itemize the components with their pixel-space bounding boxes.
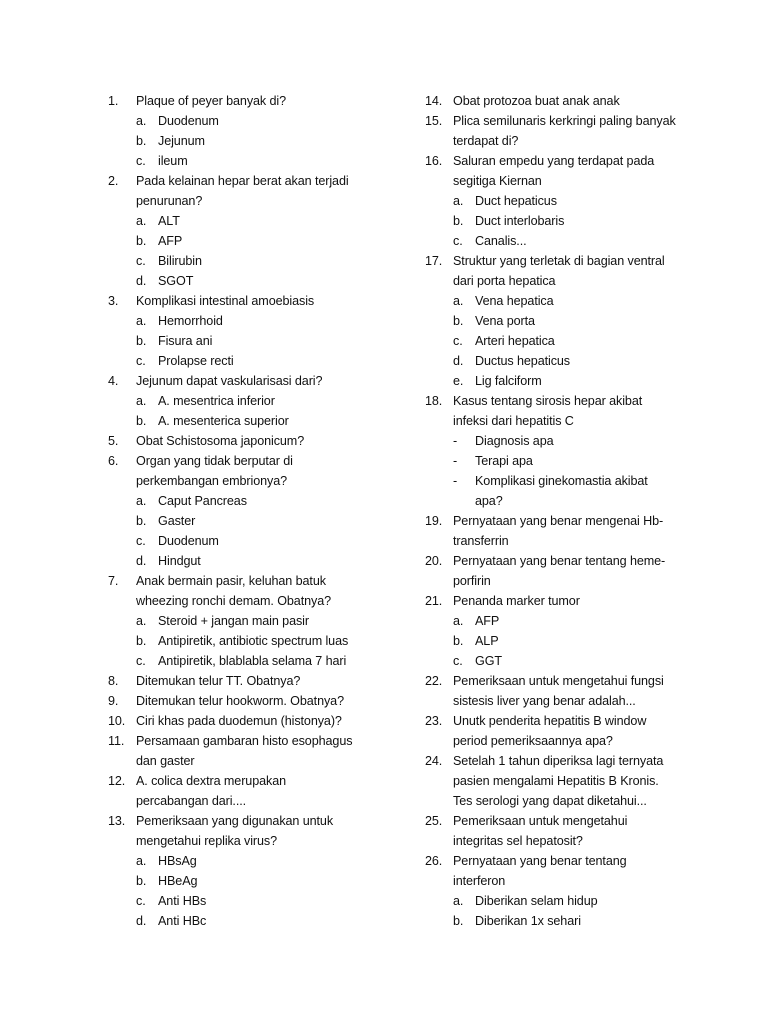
answer-option	[425, 311, 700, 331]
question-number: 13.	[108, 814, 126, 828]
question-number: 4.	[108, 374, 119, 388]
question-continuation	[425, 491, 700, 511]
option-marker: d.	[136, 914, 147, 928]
option-marker: e.	[453, 374, 464, 388]
question-text: Ditemukan telur TT. Obatnya?	[136, 674, 301, 688]
question-text: Pernyataan yang benar tentang heme-	[453, 554, 666, 568]
question-number: 8.	[108, 674, 119, 688]
question-number: 20.	[425, 554, 443, 568]
option-marker: c.	[136, 354, 146, 368]
option-marker: a.	[136, 854, 147, 868]
answer-option	[108, 631, 370, 651]
question-number: 3.	[108, 294, 119, 308]
option-text: Lig falciform	[475, 374, 542, 388]
question-number: 14.	[425, 94, 443, 108]
answer-option	[425, 631, 700, 651]
option-text: A. mesenterica superior	[158, 414, 289, 428]
answer-option	[108, 911, 370, 931]
answer-option	[425, 611, 700, 631]
question-text: Struktur yang terletak di bagian ventral	[453, 254, 665, 268]
question-text: perkembangan embrionya?	[136, 474, 288, 488]
option-text: SGOT	[158, 274, 194, 288]
option-text: ileum	[158, 154, 188, 168]
question-continuation	[425, 731, 700, 751]
answer-option	[108, 131, 370, 151]
answer-option	[108, 871, 370, 891]
question-text: Pemeriksaan untuk mengetahui	[453, 814, 628, 828]
question-item	[108, 811, 370, 831]
question-number: 15.	[425, 114, 443, 128]
option-text: Canalis...	[475, 234, 527, 248]
option-text: Anti HBs	[158, 894, 207, 908]
question-text: Obat Schistosoma japonicum?	[136, 434, 305, 448]
question-text: A. colica dextra merupakan	[136, 774, 287, 788]
question-text: Plaque of peyer banyak di?	[136, 94, 287, 108]
option-text: HBsAg	[158, 854, 197, 868]
answer-option	[108, 151, 370, 171]
option-marker: -	[453, 474, 458, 488]
option-marker: b.	[453, 214, 464, 228]
question-item	[425, 711, 700, 731]
option-marker: d.	[453, 354, 464, 368]
option-marker: c.	[453, 334, 463, 348]
question-item	[108, 691, 370, 711]
answer-option	[108, 531, 370, 551]
question-item	[108, 171, 370, 191]
question-item	[108, 291, 370, 311]
option-text: Antipiretik, blablabla selama 7 hari	[158, 654, 347, 668]
question-number: 10.	[108, 714, 126, 728]
question-text: Plica semilunaris kerkringi paling banyak	[453, 114, 676, 128]
question-text: Pernyataan yang benar mengenai Hb-	[453, 514, 664, 528]
option-marker: b.	[136, 634, 147, 648]
option-text: Fisura ani	[158, 334, 213, 348]
question-number: 1.	[108, 94, 119, 108]
question-text: terdapat di?	[453, 134, 519, 148]
option-marker: a.	[136, 614, 147, 628]
question-item	[425, 151, 700, 171]
question-text: Tes serologi yang dapat diketahui...	[453, 794, 647, 808]
answer-option	[425, 211, 700, 231]
question-text: wheezing ronchi demam. Obatnya?	[136, 594, 332, 608]
question-continuation	[425, 831, 700, 851]
option-marker: a.	[453, 614, 464, 628]
question-item	[425, 391, 700, 411]
question-text: infeksi dari hepatitis C	[453, 414, 574, 428]
option-text: Komplikasi ginekomastia akibat	[475, 474, 648, 488]
answer-option	[425, 471, 700, 491]
question-number: 7.	[108, 574, 119, 588]
option-text: Steroid + jangan main pasir	[158, 614, 309, 628]
option-marker: a.	[453, 194, 464, 208]
answer-option	[425, 331, 700, 351]
question-text: Pemeriksaan untuk mengetahui fungsi	[453, 674, 664, 688]
answer-option	[425, 231, 700, 251]
option-text: ALP	[475, 634, 499, 648]
option-marker: c.	[136, 254, 146, 268]
question-item	[108, 91, 370, 111]
question-text: Pernyataan yang benar tentang	[453, 854, 627, 868]
question-text: Jejunum dapat vaskularisasi dari?	[136, 374, 323, 388]
question-item	[425, 851, 700, 871]
answer-option	[425, 191, 700, 211]
answer-option	[108, 351, 370, 371]
answer-option	[108, 231, 370, 251]
option-marker: b.	[136, 234, 147, 248]
option-text: Terapi apa	[475, 454, 533, 468]
question-continuation	[425, 691, 700, 711]
option-text: Duodenum	[158, 114, 219, 128]
question-number: 6.	[108, 454, 119, 468]
question-item	[425, 111, 700, 131]
option-text: Duct hepaticus	[475, 194, 557, 208]
question-item	[425, 811, 700, 831]
option-text: Anti HBc	[158, 914, 207, 928]
question-continuation	[425, 771, 700, 791]
question-continuation	[425, 791, 700, 811]
question-number: 26.	[425, 854, 443, 868]
question-number: 25.	[425, 814, 443, 828]
option-marker: b.	[453, 634, 464, 648]
question-continuation	[425, 411, 700, 431]
question-number: 22.	[425, 674, 443, 688]
answer-option	[108, 311, 370, 331]
question-item	[108, 731, 370, 751]
question-number: 5.	[108, 434, 119, 448]
option-text: AFP	[475, 614, 500, 628]
answer-option	[425, 651, 700, 671]
question-text: Saluran empedu yang terdapat pada	[453, 154, 655, 168]
question-text: dan gaster	[136, 754, 195, 768]
question-number: 17.	[425, 254, 443, 268]
answer-option	[108, 391, 370, 411]
option-text: AFP	[158, 234, 183, 248]
question-text: Penanda marker tumor	[453, 594, 580, 608]
option-marker: c.	[136, 534, 146, 548]
question-item	[425, 671, 700, 691]
answer-option	[108, 551, 370, 571]
question-continuation	[108, 191, 370, 211]
question-continuation	[425, 531, 700, 551]
answer-option	[425, 371, 700, 391]
answer-option	[108, 111, 370, 131]
question-text: Persamaan gambaran histo esophagus	[136, 734, 353, 748]
option-marker: c.	[453, 234, 463, 248]
question-text: interferon	[453, 874, 506, 888]
question-text: segitiga Kiernan	[453, 174, 542, 188]
question-text: period pemeriksaannya apa?	[453, 734, 613, 748]
option-marker: c.	[136, 154, 146, 168]
question-item	[108, 571, 370, 591]
question-item	[425, 91, 700, 111]
question-item	[425, 751, 700, 771]
question-item	[108, 771, 370, 791]
option-marker: a.	[136, 114, 147, 128]
answer-option	[425, 291, 700, 311]
question-text: transferrin	[453, 534, 509, 548]
option-text: Vena hepatica	[475, 294, 554, 308]
option-marker: b.	[136, 334, 147, 348]
question-continuation	[108, 591, 370, 611]
option-text: Duodenum	[158, 534, 219, 548]
option-marker: -	[453, 434, 458, 448]
question-number: 21.	[425, 594, 443, 608]
question-text: Ciri khas pada duodemun (histonya)?	[136, 714, 342, 728]
question-item	[108, 371, 370, 391]
option-text: Diagnosis apa	[475, 434, 554, 448]
option-text: Duct interlobaris	[475, 214, 565, 228]
option-text: Diberikan selam hidup	[475, 894, 598, 908]
question-number: 9.	[108, 694, 119, 708]
question-number: 19.	[425, 514, 443, 528]
option-marker: c.	[136, 654, 146, 668]
answer-option	[108, 891, 370, 911]
question-continuation	[108, 471, 370, 491]
option-marker: b.	[136, 134, 147, 148]
question-number: 16.	[425, 154, 443, 168]
question-continuation	[425, 131, 700, 151]
option-marker: b.	[136, 874, 147, 888]
option-text: Hindgut	[158, 554, 201, 568]
answer-option	[108, 411, 370, 431]
option-marker: c.	[136, 894, 146, 908]
option-text: Diberikan 1x sehari	[475, 914, 581, 928]
answer-option	[425, 431, 700, 451]
question-text: Kasus tentang sirosis hepar akibat	[453, 394, 643, 408]
option-text: Prolapse recti	[158, 354, 234, 368]
question-number: 24.	[425, 754, 443, 768]
question-continuation	[425, 571, 700, 591]
option-text: Arteri hepatica	[475, 334, 555, 348]
option-marker: a.	[136, 214, 147, 228]
option-marker: b.	[136, 514, 147, 528]
left-column	[108, 91, 370, 931]
question-continuation	[108, 831, 370, 851]
option-text: Vena porta	[475, 314, 535, 328]
question-item	[108, 431, 370, 451]
option-text: ALT	[158, 214, 180, 228]
question-number: 23.	[425, 714, 443, 728]
option-marker: b.	[453, 914, 464, 928]
answer-option	[108, 511, 370, 531]
answer-option	[108, 611, 370, 631]
option-marker: -	[453, 454, 458, 468]
answer-option	[108, 651, 370, 671]
question-continuation	[425, 171, 700, 191]
option-marker: a.	[453, 894, 464, 908]
question-text: Komplikasi intestinal amoebiasis	[136, 294, 315, 308]
question-continuation	[108, 751, 370, 771]
question-item	[425, 251, 700, 271]
option-marker: a.	[136, 394, 147, 408]
question-text: apa?	[475, 494, 503, 508]
question-text: Pemeriksaan yang digunakan untuk	[136, 814, 334, 828]
question-text: Ditemukan telur hookworm. Obatnya?	[136, 694, 344, 708]
option-text: Bilirubin	[158, 254, 202, 268]
question-text: percabangan dari....	[136, 794, 247, 808]
option-marker: d.	[136, 554, 147, 568]
option-marker: a.	[136, 314, 147, 328]
question-text: Anak bermain pasir, keluhan batuk	[136, 574, 326, 588]
question-text: dari porta hepatica	[453, 274, 556, 288]
answer-option	[425, 891, 700, 911]
answer-option	[425, 451, 700, 471]
question-number: 18.	[425, 394, 443, 408]
question-text: Pada kelainan hepar berat akan terjadi	[136, 174, 349, 188]
question-item	[108, 711, 370, 731]
question-text: Obat protozoa buat anak anak	[453, 94, 620, 108]
question-number: 11.	[108, 734, 125, 748]
question-number: 12.	[108, 774, 126, 788]
answer-option	[108, 851, 370, 871]
answer-option	[108, 331, 370, 351]
question-item	[425, 591, 700, 611]
option-marker: b.	[453, 314, 464, 328]
option-marker: c.	[453, 654, 463, 668]
option-marker: a.	[453, 294, 464, 308]
option-text: GGT	[475, 654, 502, 668]
right-column	[425, 91, 700, 931]
option-marker: a.	[136, 494, 147, 508]
answer-option	[425, 351, 700, 371]
option-text: Gaster	[158, 514, 196, 528]
question-number: 2.	[108, 174, 119, 188]
option-text: HBeAg	[158, 874, 198, 888]
answer-option	[425, 911, 700, 931]
question-text: penurunan?	[136, 194, 203, 208]
question-item	[425, 551, 700, 571]
answer-option	[108, 491, 370, 511]
answer-option	[108, 271, 370, 291]
option-text: Jejunum	[158, 134, 205, 148]
option-text: Caput Pancreas	[158, 494, 247, 508]
question-continuation	[425, 271, 700, 291]
question-continuation	[108, 791, 370, 811]
question-item	[108, 671, 370, 691]
answer-option	[108, 211, 370, 231]
question-item	[108, 451, 370, 471]
question-text: Setelah 1 tahun diperiksa lagi ternyata	[453, 754, 664, 768]
option-marker: d.	[136, 274, 147, 288]
question-text: Organ yang tidak berputar di	[136, 454, 293, 468]
question-item	[425, 511, 700, 531]
question-text: porfirin	[453, 574, 491, 588]
question-text: integritas sel hepatosit?	[453, 834, 583, 848]
question-text: pasien mengalami Hepatitis B Kronis.	[453, 774, 659, 788]
question-text: sistesis liver yang benar adalah...	[453, 694, 636, 708]
question-text: mengetahui replika virus?	[136, 834, 278, 848]
option-text: Ductus hepaticus	[475, 354, 571, 368]
answer-option	[108, 251, 370, 271]
option-marker: b.	[136, 414, 147, 428]
option-text: Antipiretik, antibiotic spectrum luas	[158, 634, 349, 648]
question-continuation	[425, 871, 700, 891]
option-text: Hemorrhoid	[158, 314, 223, 328]
option-text: A. mesentrica inferior	[158, 394, 275, 408]
question-text: Unutk penderita hepatitis B window	[453, 714, 647, 728]
